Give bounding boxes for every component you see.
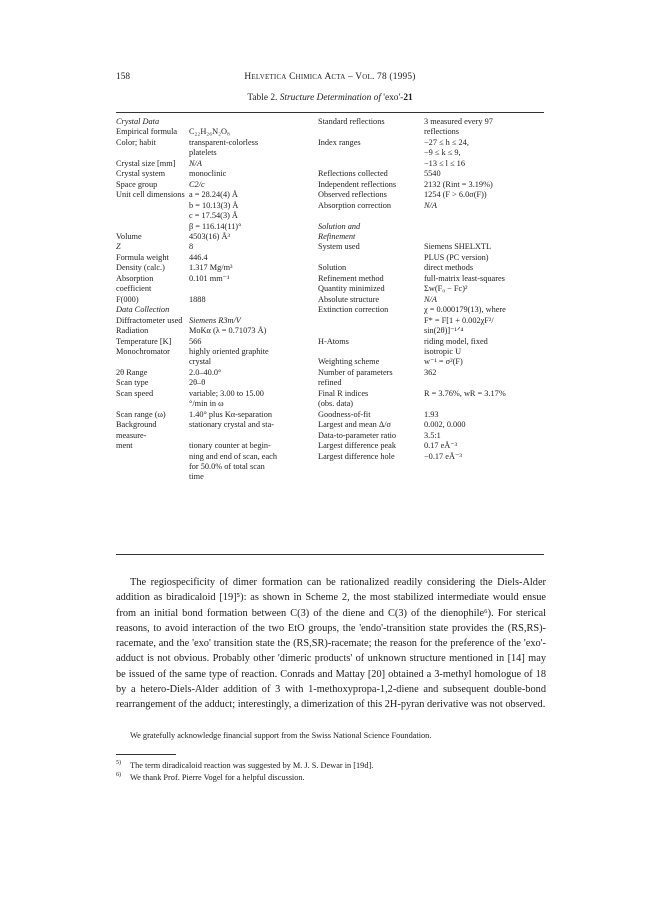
row-value: −9 ≤ k ≤ 9,	[424, 148, 461, 158]
table-caption	[116, 93, 544, 103]
table-row	[116, 472, 308, 482]
table-row	[116, 232, 308, 242]
row-label: Solution	[318, 263, 347, 273]
row-value: C₂₂H₂₆N₂O₈	[189, 127, 230, 137]
row-value: 1.93	[424, 409, 439, 419]
row-value: C2/c	[189, 179, 205, 189]
row-value: riding model, fixed	[424, 336, 488, 346]
row-value: Σw(F₀ − Fc)²	[424, 284, 468, 294]
table-row	[116, 117, 308, 127]
row-value: direct methods	[424, 263, 474, 273]
table-row	[318, 127, 548, 137]
table-row	[318, 263, 548, 273]
table-row	[116, 222, 308, 232]
row-value: time	[189, 472, 204, 482]
row-value: tionary counter at begin-	[189, 441, 271, 451]
row-value: c = 17.54(3) Å	[189, 211, 238, 221]
table-row	[116, 169, 308, 179]
row-label: Absorption correction	[318, 200, 392, 210]
row-value: 0.101 mm⁻¹	[189, 273, 230, 283]
row-value: platelets	[189, 148, 217, 158]
table-row	[318, 399, 548, 409]
row-label: Quantity minimized	[318, 284, 385, 294]
row-label	[318, 127, 424, 137]
table-row	[318, 180, 548, 190]
row-label: Data-to-parameter ratio	[318, 430, 397, 440]
table-row	[116, 138, 308, 148]
row-value: 2θ–θ	[189, 378, 206, 388]
row-label	[116, 222, 189, 232]
row-value: 0.17 eÅ⁻³	[424, 441, 458, 451]
table-row	[116, 316, 308, 326]
row-value: MoKα (λ = 0.71073 Å)	[189, 326, 267, 336]
table-row	[318, 117, 548, 127]
table-row	[318, 347, 548, 357]
footnotes	[116, 760, 546, 783]
row-label	[116, 452, 189, 462]
caption-prefix: Table 2.	[247, 93, 280, 103]
page-header	[116, 72, 544, 86]
row-label	[116, 472, 189, 482]
row-value: b = 10.13(3) Å	[189, 200, 239, 210]
row-value: for 50.0% of total scan	[189, 461, 265, 471]
row-value: N/A	[189, 158, 202, 168]
row-value: F* = F[1 + 0.002χF²/	[424, 315, 494, 325]
row-value: χ = 0.000179(13), where	[424, 305, 506, 315]
row-value: −13 ≤ l ≤ 16	[424, 158, 465, 168]
table-row	[318, 295, 548, 305]
table-row	[318, 410, 548, 420]
table-row	[116, 180, 308, 190]
row-value: monoclinic	[189, 169, 227, 179]
table-row	[116, 357, 308, 367]
row-label: Goodness-of-fit	[318, 409, 371, 419]
footnote-text: The term diradicaloid reaction was suggested by M. J. S. Dewar in [19d].	[130, 761, 374, 770]
table-row	[116, 201, 308, 211]
row-value: 1.40° plus Kα-separation	[189, 409, 273, 419]
row-value: 1888	[189, 294, 206, 304]
table-row	[116, 263, 308, 273]
row-label: Largest and mean Δ/σ	[318, 420, 392, 430]
row-value: sin(2θ)]⁻¹ᐟ⁴	[424, 326, 464, 336]
table-row	[318, 232, 548, 242]
row-value: 4503(16) Å³	[189, 231, 230, 241]
row-value: transparent-colorless	[189, 137, 259, 147]
acknowledgement: We gratefully acknowledge financial support from the Swiss National Science Foundation.	[130, 731, 432, 740]
row-label: Scan speed	[116, 388, 154, 398]
footnote	[116, 760, 546, 772]
footnote-number: 6)	[116, 771, 121, 778]
row-value: 3 measured every 97	[424, 117, 493, 126]
row-label: Color; habit	[116, 137, 156, 147]
row-label	[116, 462, 189, 472]
row-label: Radiation	[116, 326, 149, 336]
row-label: Absolute structure	[318, 294, 380, 304]
row-value: highly oriented graphite	[189, 346, 269, 356]
caption-compound-number: 21	[403, 93, 413, 103]
row-label: Monochromator	[116, 346, 170, 356]
table-row	[318, 222, 548, 232]
row-label: refined	[318, 378, 342, 388]
row-label: Temperature [K]	[116, 336, 172, 346]
table-row	[116, 399, 308, 409]
row-value: −27 ≤ h ≤ 24,	[424, 137, 469, 147]
table-row	[318, 169, 548, 179]
row-label: Observed reflections	[318, 190, 387, 200]
table-row	[116, 148, 308, 158]
row-label	[318, 316, 424, 326]
row-label: Diffractometer used	[116, 315, 183, 325]
table-row	[318, 337, 548, 347]
row-value: N/A	[424, 200, 437, 210]
table-top-rule	[116, 112, 544, 113]
row-label: Refinement method	[318, 273, 384, 283]
row-label	[318, 159, 424, 169]
table-row	[116, 347, 308, 357]
row-label: Space group	[116, 179, 158, 189]
table-row	[318, 316, 548, 326]
row-label: Empirical formula	[116, 127, 178, 137]
caption-title: Structure Determination of	[279, 93, 381, 103]
row-label: Unit cell dimensions	[116, 190, 185, 200]
row-label: Independent reflections	[318, 179, 397, 189]
row-value: 2132 (Rint = 3.19%)	[424, 179, 493, 189]
table-row	[116, 368, 308, 378]
table-left-column	[116, 117, 308, 483]
row-label: Scan type	[116, 378, 149, 388]
row-label: Formula weight	[116, 252, 169, 262]
footnote	[116, 772, 546, 784]
table-row	[116, 462, 308, 472]
row-label: Number of parameters	[318, 367, 393, 377]
table-row	[318, 441, 548, 451]
body-paragraph: The regiospecificity of dimer formation can be rationalized readily considering the Diels-Alder addition as biradicaloid [19]⁵): as shown in Scheme 2, the most stabilized intermediate would ensue from an initial bond formation between C(3) of the diene and C(3) of the dienophile⁶). For sterical reasons, to avoid interaction of the two EtO groups, the 'endo'-transition state provides the (RS,RS)-racemate, and the 'exo' transition state the (RS,SR)-racemate; the reason for the preference of the 'exo'-adduct is not obvious. Probably other 'dimeric products' of unknown structure mentioned in [14] may be issued of the same type of reaction. Conrads and Mattay [20] obtained a 3-methyl homologue of 18 by a hetero-Diels-Alder addition of 3 with 1-methoxypropa-1,2-diene and subsequent double-bond rearrangement of the adduct; interestingly, a dimerization of this 2H-pyran derivative was not observed.	[116, 577, 546, 711]
row-label: Refinement	[318, 231, 356, 241]
row-label: Scan range (ω)	[116, 409, 166, 419]
row-value: N/A	[424, 294, 437, 304]
table-row	[318, 326, 548, 336]
row-label: Final R indices	[318, 388, 369, 398]
table-row	[116, 389, 308, 399]
row-label	[116, 201, 189, 211]
table-row	[318, 431, 548, 441]
row-label: Volume	[116, 231, 142, 241]
table-row	[116, 159, 308, 169]
row-label	[318, 253, 424, 263]
row-label: Index ranges	[318, 137, 361, 147]
row-label: Crystal size [mm]	[116, 158, 176, 168]
row-value: Siemens R3m/V	[189, 315, 241, 325]
row-label: H-Atoms	[318, 336, 349, 346]
table-row	[318, 420, 548, 430]
table-row	[116, 378, 308, 388]
page-number: 158	[116, 72, 131, 82]
row-value	[424, 222, 548, 232]
row-label: System used	[318, 242, 360, 252]
row-value: full-matrix least-squares	[424, 273, 505, 283]
row-label	[318, 148, 424, 158]
table-row	[116, 253, 308, 263]
row-value	[189, 117, 308, 127]
table-row	[318, 201, 548, 211]
caption-compound: 'exo'-	[383, 93, 404, 103]
row-value	[424, 378, 548, 388]
table-row	[116, 211, 308, 221]
row-value	[424, 399, 548, 409]
row-value: 5540	[424, 169, 441, 179]
row-label: Largest difference peak	[318, 441, 397, 451]
table-row	[318, 389, 548, 399]
table-bottom-rule	[116, 554, 544, 555]
table-right-column	[318, 117, 548, 462]
row-value: 1.317 Mg/m³	[189, 263, 233, 273]
table-row	[116, 452, 308, 462]
row-value: 446.4	[189, 252, 208, 262]
table-row	[318, 452, 548, 462]
row-label: Crystal Data	[116, 117, 160, 126]
row-value: reflections	[424, 127, 460, 137]
row-value: 1254 (F > 6.0σ(F))	[424, 190, 487, 200]
table-row	[318, 159, 548, 169]
table-row	[318, 378, 548, 388]
row-label: Largest difference hole	[318, 451, 395, 461]
row-label: Extinction correction	[318, 305, 389, 315]
table-row	[318, 242, 548, 252]
table-row	[318, 357, 548, 367]
footnote-text: We thank Prof. Pierre Vogel for a helpful discussion.	[130, 772, 305, 782]
row-label: F(000)	[116, 294, 139, 304]
table-row	[116, 274, 308, 295]
footnote-number: 5)	[116, 760, 121, 766]
row-value: 8	[189, 242, 194, 252]
row-label	[116, 148, 189, 158]
table-row	[318, 368, 548, 378]
row-label: Absorption coefficient	[116, 273, 154, 294]
row-label: Crystal system	[116, 169, 166, 179]
table-row	[116, 127, 308, 137]
row-label: Data Collection	[116, 305, 170, 315]
row-value: crystal	[189, 357, 212, 367]
table-row	[116, 441, 308, 451]
row-value: β = 116.14(11)°	[189, 221, 242, 231]
body-text	[116, 575, 546, 713]
row-value: 3.5:1	[424, 430, 441, 440]
row-value: R = 3.76%, wR = 3.17%	[424, 388, 506, 398]
table-row	[116, 326, 308, 336]
table-row	[318, 284, 548, 294]
row-value: 566	[189, 336, 202, 346]
row-label	[116, 357, 189, 367]
table-row	[318, 211, 548, 221]
row-value: 0.002, 0.000	[424, 420, 466, 430]
row-label: 2θ Range	[116, 367, 148, 377]
row-value: stationary crystal and sta-	[189, 420, 275, 430]
row-label: Density (calc.)	[116, 263, 165, 273]
row-value: variable; 3.00 to 15.00	[189, 388, 264, 398]
row-label	[318, 326, 424, 336]
table-row	[116, 242, 308, 252]
footnote-rule	[116, 754, 176, 755]
row-label: Z	[116, 242, 121, 252]
row-value: 362	[424, 367, 437, 377]
row-label	[318, 347, 424, 357]
table-row	[116, 295, 308, 305]
row-value: PLUS (PC version)	[424, 252, 489, 262]
row-label	[116, 211, 189, 221]
row-value: Siemens SHELXTL	[424, 242, 492, 252]
row-label: (obs. data)	[318, 399, 354, 409]
row-label: Solution and	[318, 221, 361, 231]
table-row	[318, 190, 548, 200]
table-row	[116, 190, 308, 200]
row-value: ning and end of scan, each	[189, 451, 278, 461]
table-row	[116, 305, 308, 315]
row-value: −0.17 eÅ⁻³	[424, 451, 462, 461]
row-label: Reflections collected	[318, 169, 388, 179]
row-label: Background measure-	[116, 420, 157, 440]
table-row	[116, 337, 308, 347]
row-value	[424, 232, 548, 242]
journal-running-title: Helvetica Chimica Acta – Vol. 78 (1995)	[244, 72, 416, 82]
table-row	[318, 148, 548, 158]
row-value	[189, 305, 308, 315]
table-row	[116, 420, 308, 441]
row-value: a = 28.24(4) Å	[189, 190, 238, 200]
row-value: 2.0–40.0°	[189, 367, 222, 377]
table-row	[318, 305, 548, 315]
row-label: Standard reflections	[318, 117, 385, 126]
table-row	[318, 138, 548, 148]
table-row	[318, 253, 548, 263]
row-value: °/min in ω	[189, 399, 224, 409]
row-value: w⁻¹ = σ²(F)	[424, 357, 463, 367]
row-value: isotropic U	[424, 346, 462, 356]
table-row	[318, 274, 548, 284]
row-label	[116, 399, 189, 409]
row-label: ment	[116, 441, 133, 451]
table-row	[116, 410, 308, 420]
row-label: Weighting scheme	[318, 357, 380, 367]
